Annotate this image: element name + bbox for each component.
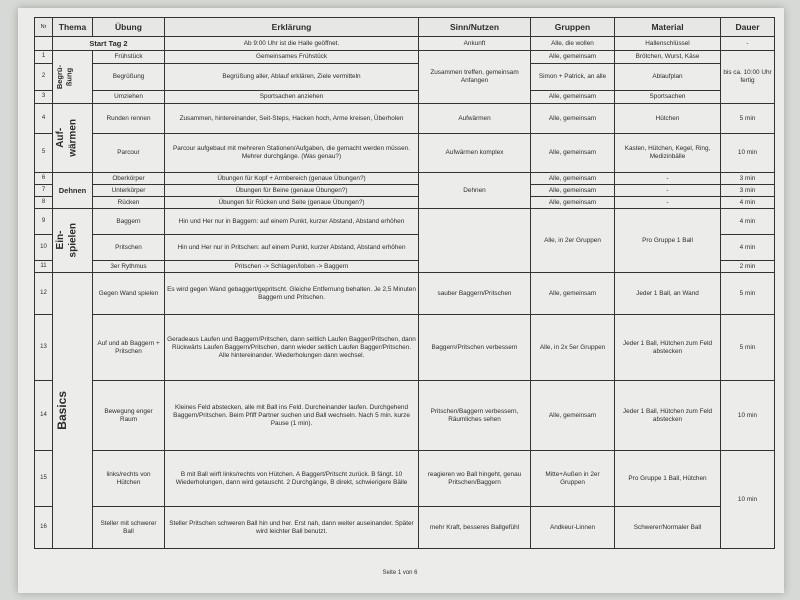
header-sinn: Sinn/Nutzen <box>419 18 531 37</box>
table-row <box>35 381 775 451</box>
cell-nr: 3 <box>35 91 53 104</box>
cell-uebung: Gegen Wand spielen <box>93 273 165 315</box>
table-row <box>35 315 775 381</box>
training-plan-table <box>34 17 775 549</box>
cell-sinn: Aufwärmen komplex <box>419 134 531 173</box>
table-row <box>35 209 775 235</box>
theme-label: Auf- wärmen <box>55 119 79 157</box>
cell-material: Jeder 1 Ball, an Wand <box>615 273 721 315</box>
header-erklaerung: Erklärung <box>165 18 419 37</box>
cell-nr: 6 <box>35 173 53 185</box>
theme-einspielen <box>53 209 93 273</box>
cell-material: Pro Gruppe 1 Ball <box>615 209 721 273</box>
cell-dauer: 10 min <box>721 381 775 451</box>
cell-dauer: 4 min <box>721 209 775 235</box>
table-row <box>35 451 775 507</box>
cell-uebung: Oberkörper <box>93 173 165 185</box>
theme-label: Ein- spielen <box>55 223 79 258</box>
cell-material: Hallenschlüssel <box>615 37 721 51</box>
cell-erklaerung: Kleines Feld abstecken, alle mit Ball ins Feld. Durcheinander laufen. Durchgehend Baggern/Pritschen. Beim Pfiff Partner suchen und Ball wechseln. Nach 5 min. kurze Pause (1 min). <box>165 381 419 451</box>
cell-material: - <box>615 185 721 197</box>
page-number: Seite 1 von 6 <box>382 570 418 576</box>
cell-erklaerung: Übungen für Kopf + Armbereich (genaue Übungen?) <box>165 173 419 185</box>
cell-nr: 8 <box>35 197 53 209</box>
header-uebung: Übung <box>93 18 165 37</box>
cell-material: Sportsachen <box>615 91 721 104</box>
cell-uebung: Auf und ab Baggern + Pritschen <box>93 315 165 381</box>
cell-material: Hütchen <box>615 104 721 134</box>
cell-sinn: Ankunft <box>419 37 531 51</box>
cell-dauer: bis ca. 10:00 Uhr fertig <box>721 51 775 104</box>
cell-dauer: 5 min <box>721 315 775 381</box>
cell-nr: 9 <box>35 209 53 235</box>
cell-dauer: 2 min <box>721 261 775 273</box>
cell-dauer: 10 min <box>721 451 775 549</box>
cell-gruppen: Alle, die wollen <box>531 37 615 51</box>
cell-erklaerung: B mit Ball wirft links/rechts von Hütchen. A Baggert/Pritscht zurück. B fängt. 10 Wiederholungen, dann wird getauscht. 2 Durchgänge, B direkt, schwierigere Bälle <box>165 451 419 507</box>
header-material: Material <box>615 18 721 37</box>
cell-gruppen: Alle, gemeinsam <box>531 197 615 209</box>
cell-dauer: 5 min <box>721 104 775 134</box>
cell-gruppen: Andkeur-Linnen <box>531 507 615 549</box>
table-row <box>35 273 775 315</box>
header-gruppen: Gruppen <box>531 18 615 37</box>
theme-begruessung <box>53 51 93 104</box>
cell-uebung: Frühstück <box>93 51 165 64</box>
table-row <box>35 197 775 209</box>
cell-sinn: Aufwärmen <box>419 104 531 134</box>
theme-aufwaermen <box>53 104 93 173</box>
theme-label: Dehnen <box>58 185 87 195</box>
header-dauer: Dauer <box>721 18 775 37</box>
cell-nr: 1 <box>35 51 53 64</box>
cell-sinn: mehr Kraft, besseres Ballgefühl <box>419 507 531 549</box>
cell-sinn: Dehnen <box>419 173 531 209</box>
table-row <box>35 104 775 134</box>
cell-erklaerung: Zusammen, hintereinander, Seit-Steps, Hacken hoch, Arme kreisen, Überholen <box>165 104 419 134</box>
theme-label: Basics <box>55 391 69 430</box>
cell-erklaerung: Sportsachen anziehen <box>165 91 419 104</box>
theme-basics <box>53 273 93 549</box>
cell-dauer: 4 min <box>721 197 775 209</box>
cell-uebung: Baggern <box>93 209 165 235</box>
cell-material: - <box>615 173 721 185</box>
theme-dehnen <box>53 173 93 209</box>
cell-gruppen: Alle, gemeinsam <box>531 91 615 104</box>
cell-gruppen: Alle, in 2er Gruppen <box>531 209 615 273</box>
table-row <box>35 37 775 51</box>
cell-material: Pro Gruppe 1 Ball, Hütchen <box>615 451 721 507</box>
cell-uebung: Runden rennen <box>93 104 165 134</box>
cell-dauer: 3 min <box>721 185 775 197</box>
cell-gruppen: Alle, gemeinsam <box>531 104 615 134</box>
cell-nr: 15 <box>35 451 53 507</box>
cell-erklaerung: Hin und Her nur in Pritschen: auf einem Punkt, kurzer Abstand, Abstand erhöhen <box>165 235 419 261</box>
cell-nr: 4 <box>35 104 53 134</box>
cell-uebung: 3er Rythmus <box>93 261 165 273</box>
cell-nr: 14 <box>35 381 53 451</box>
cell-material: Ablaufplan <box>615 64 721 91</box>
cell-material: Brötchen, Wurst, Käse <box>615 51 721 64</box>
cell-erklaerung: Hin und Her nur in Baggern: auf einem Punkt, kurzer Abstand, Abstand erhöhen <box>165 209 419 235</box>
cell-gruppen: Alle, gemeinsam <box>531 173 615 185</box>
cell-nr: 16 <box>35 507 53 549</box>
cell-erklaerung: Steller Pritschen schweren Ball hin und her. Erst nah, dann weiter auseinander. Später wird leichter Ball benutzt. <box>165 507 419 549</box>
cell-gruppen: Alle, gemeinsam <box>531 185 615 197</box>
cell-erklaerung: Ab 9:00 Uhr ist die Halle geöffnet. <box>165 37 419 51</box>
cell-gruppen: Alle, gemeinsam <box>531 273 615 315</box>
cell-gruppen: Alle, gemeinsam <box>531 51 615 64</box>
cell-uebung: Umziehen <box>93 91 165 104</box>
cell-uebung: Begrüßung <box>93 64 165 91</box>
cell-sinn: reagieren wo Ball hingeht, genau Pritschen/Baggern <box>419 451 531 507</box>
cell-material: - <box>615 197 721 209</box>
cell-erklaerung: Begrüßung aller, Ablauf erklären, Ziele vermitteln <box>165 64 419 91</box>
cell-nr: 12 <box>35 273 53 315</box>
cell-nr: 11 <box>35 261 53 273</box>
table-row <box>35 185 775 197</box>
header-nr: Nr <box>35 18 53 37</box>
cell-nr: 2 <box>35 64 53 91</box>
cell-nr: 5 <box>35 134 53 173</box>
cell-sinn <box>419 209 531 273</box>
cell-gruppen: Alle, gemeinsam <box>531 134 615 173</box>
header-thema: Thema <box>53 18 93 37</box>
cell-erklaerung: Es wird gegen Wand gebaggert/gepritscht. Gleiche Entfernung behalten. Je 2,5 Minuten Baggern und Pritschen. <box>165 273 419 315</box>
cell-gruppen: Mitte+Außen in 2er Gruppen <box>531 451 615 507</box>
table-row <box>35 51 775 64</box>
cell-erklaerung: Geradeaus Laufen und Baggern/Pritschen, dann seitlich Laufen Bagger/Pritschen, dann Rückwärts Laufen Baggern/Pritschen, dann wieder seitlich Laufen Bagger/Pritschen. Alle hintereinander. Wiederholungen dann wechsel. <box>165 315 419 381</box>
cell-dauer: 10 min <box>721 134 775 173</box>
cell-nr: 10 <box>35 235 53 261</box>
cell-dauer: 5 min <box>721 273 775 315</box>
cell-sinn: sauber Baggern/Pritschen <box>419 273 531 315</box>
cell-dauer: 4 min <box>721 235 775 261</box>
cell-erklaerung: Pritschen -> Schlagen/loben -> Baggern <box>165 261 419 273</box>
cell-uebung: links/rechts von Hütchen <box>93 451 165 507</box>
table-row <box>35 134 775 173</box>
cell-sinn: Baggern/Pritschen verbessern <box>419 315 531 381</box>
cell-erklaerung: Gemeinsames Frühstück <box>165 51 419 64</box>
start-label: Start Tag 2 <box>53 37 165 51</box>
cell-erklaerung: Übungen für Beine (genaue Übungen?) <box>165 185 419 197</box>
table-row <box>35 507 775 549</box>
cell-sinn: Zusammen treffen, gemeinsam Anfangen <box>419 51 531 104</box>
cell-gruppen: Alle, gemeinsam <box>531 381 615 451</box>
cell-erklaerung: Übungen für Rücken und Seite (genaue Übungen?) <box>165 197 419 209</box>
cell-material: Schwerer/Normaler Ball <box>615 507 721 549</box>
table-row <box>35 173 775 185</box>
cell-erklaerung: Parcour aufgebaut mit mehreren Stationen/Aufgaben, die gemacht werden müssen. Mehrer durchgänge. (Was genau?) <box>165 134 419 173</box>
cell-uebung: Bewegung enger Raum <box>93 381 165 451</box>
cell-uebung: Steller mit schwerer Ball <box>93 507 165 549</box>
cell-gruppen: Alle, in 2x 5er Gruppen <box>531 315 615 381</box>
cell-nr: 7 <box>35 185 53 197</box>
header-row <box>35 18 775 37</box>
cell-uebung: Rücken <box>93 197 165 209</box>
cell-dauer: 3 min <box>721 173 775 185</box>
table-row <box>35 91 775 104</box>
cell-gruppen: Simon + Patrick, an alle <box>531 64 615 91</box>
cell-material: Jeder 1 Ball, Hütchen zum Feld abstecken <box>615 381 721 451</box>
theme-label: Begrü- ßung <box>55 64 74 90</box>
cell-uebung: Parcour <box>93 134 165 173</box>
cell-sinn: Pritschen/Baggern verbessern, Räumliches sehen <box>419 381 531 451</box>
cell-material: Kasten, Hütchen, Kegel, Ring, Medizinbälle <box>615 134 721 173</box>
cell-dauer: - <box>721 37 775 51</box>
cell-uebung: Unterkörper <box>93 185 165 197</box>
cell-uebung: Pritschen <box>93 235 165 261</box>
cell-nr: 13 <box>35 315 53 381</box>
table-row <box>35 64 775 91</box>
cell-material: Jeder 1 Ball, Hütchen zum Feld abstecken <box>615 315 721 381</box>
